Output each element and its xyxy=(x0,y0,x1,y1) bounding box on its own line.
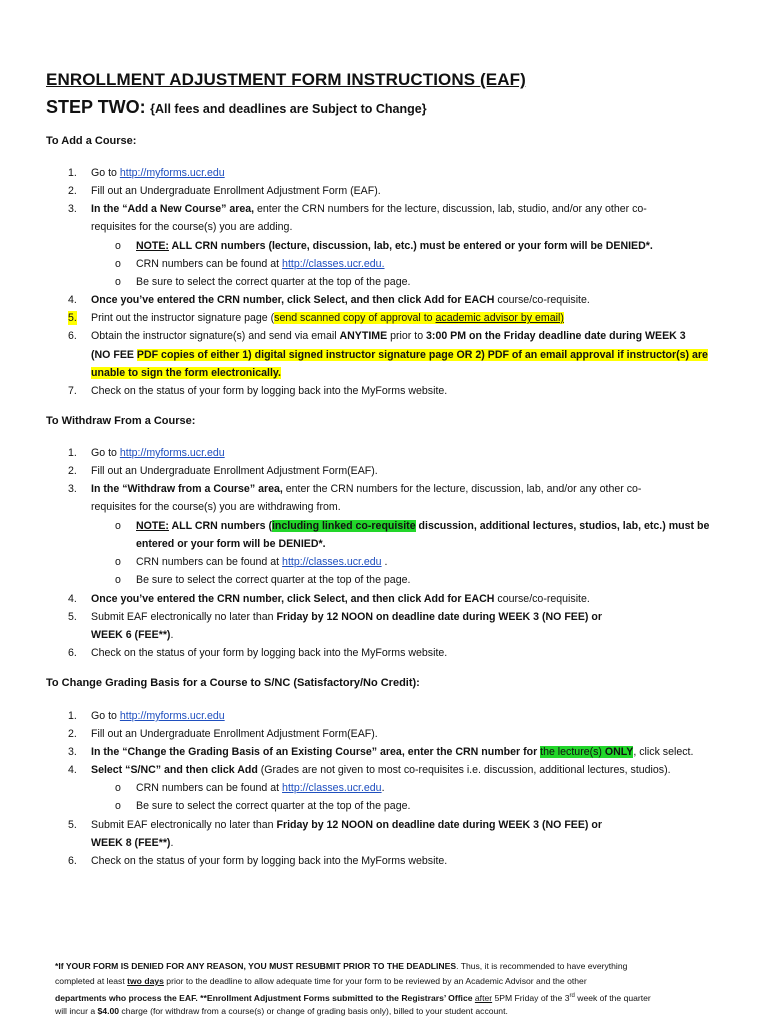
bullet-mark: o xyxy=(115,258,121,270)
list-item: Fill out an Undergraduate Enrollment Adjustment Form (EAF). xyxy=(91,185,381,197)
list-item-continued: WEEK 8 (FEE**). xyxy=(91,837,174,849)
page-title: ENROLLMENT ADJUSTMENT FORM INSTRUCTIONS (EAF) xyxy=(46,70,526,89)
list-number: 2. xyxy=(68,728,77,740)
note-item: NOTE: ALL CRN numbers (lecture, discussion, lab, etc.) must be entered or your form will be DENIED*. xyxy=(136,240,653,252)
list-number: 4. xyxy=(68,294,77,306)
list-item: Once you’ve entered the CRN number, click Select, and then click Add for EACH course/co-requisite. xyxy=(91,593,590,605)
list-number: 6. xyxy=(68,855,77,867)
list-item-continued: (NO FEE PDF copies of either 1) digital signed instructor signature page OR 2) PDF of an email approval if instructor(s) are xyxy=(91,349,708,361)
classes-link[interactable]: http://classes.ucr.edu. xyxy=(282,258,385,270)
sub-item: CRN numbers can be found at http://classes.ucr.edu. xyxy=(136,258,385,270)
bullet-mark: o xyxy=(115,574,121,586)
list-item: In the “Withdraw from a Course” area, enter the CRN numbers for the lecture, discussion, lab, and/or any other co- xyxy=(91,483,642,495)
note-item: NOTE: ALL CRN numbers (including linked co-requisite discussion, additional lectures, studios, lab, etc.) must be xyxy=(136,520,710,532)
list-item-continued: requisites for the course(s) you are adding. xyxy=(91,221,293,233)
list-item: Go to http://myforms.ucr.edu xyxy=(91,167,225,179)
step-note: {All fees and deadlines are Subject to Change} xyxy=(150,102,427,116)
sub-item: Be sure to select the correct quarter at the top of the page. xyxy=(136,800,411,812)
list-number: 3. xyxy=(68,483,77,495)
list-number: 1. xyxy=(68,447,77,459)
list-item: Submit EAF electronically no later than Friday by 12 NOON on deadline date during WEEK 3 (NO FEE) or xyxy=(91,819,602,831)
list-number: 3. xyxy=(68,203,77,215)
list-item: Print out the instructor signature page (send scanned copy of approval to academic advisor by email) xyxy=(91,312,564,324)
list-item: In the “Change the Grading Basis of an Existing Course” area, enter the CRN number for the lecture(s) ONLY, click select. xyxy=(91,746,694,758)
classes-link[interactable]: http://classes.ucr.edu xyxy=(282,556,382,568)
sub-item: CRN numbers can be found at http://classes.ucr.edu. xyxy=(136,782,385,794)
list-number: 7. xyxy=(68,385,77,397)
bullet-mark: o xyxy=(115,556,121,568)
bullet-mark: o xyxy=(115,276,121,288)
advisor-email-link[interactable]: academic advisor by email) xyxy=(435,312,564,324)
list-item-continued: unable to sign the form electronically. xyxy=(91,367,281,379)
bullet-mark: o xyxy=(115,240,121,252)
sub-item: Be sure to select the correct quarter at the top of the page. xyxy=(136,574,411,586)
sub-item: CRN numbers can be found at http://classes.ucr.edu . xyxy=(136,556,388,568)
list-item: Go to http://myforms.ucr.edu xyxy=(91,447,225,459)
list-number: 5. xyxy=(68,611,77,623)
add-course-heading: To Add a Course: xyxy=(46,135,137,147)
classes-link[interactable]: http://classes.ucr.edu xyxy=(282,782,382,794)
footer-line: will incur a $4.00 charge (for withdraw from a course(s) or change of grading basis only), billed to your student account. xyxy=(55,1006,508,1016)
list-number: 6. xyxy=(68,647,77,659)
withdraw-heading: To Withdraw From a Course: xyxy=(46,415,196,427)
grading-heading: To Change Grading Basis for a Course to S/NC (Satisfactory/No Credit): xyxy=(46,677,420,689)
footer-line: departments who process the EAF. **Enrollment Adjustment Forms submitted to the Registrars’ Office after 5PM Friday of the 3rd week of the quarter xyxy=(55,992,651,1003)
list-item: Once you’ve entered the CRN number, click Select, and then click Add for EACH course/co-requisite. xyxy=(91,294,590,306)
list-number: 4. xyxy=(68,764,77,776)
list-item: Fill out an Undergraduate Enrollment Adjustment Form(EAF). xyxy=(91,728,378,740)
step-label: STEP TWO: xyxy=(46,97,146,117)
footer-line: completed at least two days prior to the deadline to allow adequate time for your form to be reviewed by an Academic Advisor and the other xyxy=(55,976,587,986)
footer-line: *If YOUR FORM IS DENIED FOR ANY REASON, YOU MUST RESUBMIT PRIOR TO THE DEADLINES. Thus, it is recommended to have everything xyxy=(55,961,628,971)
list-item: Fill out an Undergraduate Enrollment Adjustment Form(EAF). xyxy=(91,465,378,477)
list-item: Check on the status of your form by logging back into the MyForms website. xyxy=(91,855,448,867)
list-item: Submit EAF electronically no later than Friday by 12 NOON on deadline date during WEEK 3 (NO FEE) or xyxy=(91,611,602,623)
list-number: 1. xyxy=(68,167,77,179)
list-item-continued: requisites for the course(s) you are withdrawing from. xyxy=(91,501,341,513)
note-item-continued: entered or your form will be DENIED*. xyxy=(136,538,326,550)
sub-item: Be sure to select the correct quarter at the top of the page. xyxy=(136,276,411,288)
list-item: Check on the status of your form by logging back into the MyForms website. xyxy=(91,385,448,397)
bullet-mark: o xyxy=(115,800,121,812)
myforms-link[interactable]: http://myforms.ucr.edu xyxy=(119,447,225,459)
list-item: Go to http://myforms.ucr.edu xyxy=(91,710,225,722)
bullet-mark: o xyxy=(115,520,121,532)
list-number: 1. xyxy=(68,710,77,722)
bullet-mark: o xyxy=(115,782,121,794)
myforms-link[interactable]: http://myforms.ucr.edu xyxy=(119,710,225,722)
list-number: 2. xyxy=(68,465,77,477)
list-number: 2. xyxy=(68,185,77,197)
myforms-link[interactable]: http://myforms.ucr.edu xyxy=(119,167,225,179)
list-number: 5. xyxy=(68,312,77,324)
list-number: 3. xyxy=(68,746,77,758)
list-item: Check on the status of your form by logging back into the MyForms website. xyxy=(91,647,448,659)
list-item: In the “Add a New Course” area, enter the CRN numbers for the lecture, discussion, lab, studio, and/or any other co- xyxy=(91,203,647,215)
list-number: 6. xyxy=(68,330,77,342)
list-item: Obtain the instructor signature(s) and send via email ANYTIME prior to 3:00 PM on the Friday deadline date during WEEK 3 xyxy=(91,330,686,342)
list-item-continued: WEEK 6 (FEE**). xyxy=(91,629,174,641)
step-heading xyxy=(46,97,427,118)
list-number: 4. xyxy=(68,593,77,605)
list-item: Select “S/NC” and then click Add (Grades are not given to most co-requisites i.e. discussion, additional lectures, studios). xyxy=(91,764,671,776)
list-number: 5. xyxy=(68,819,77,831)
